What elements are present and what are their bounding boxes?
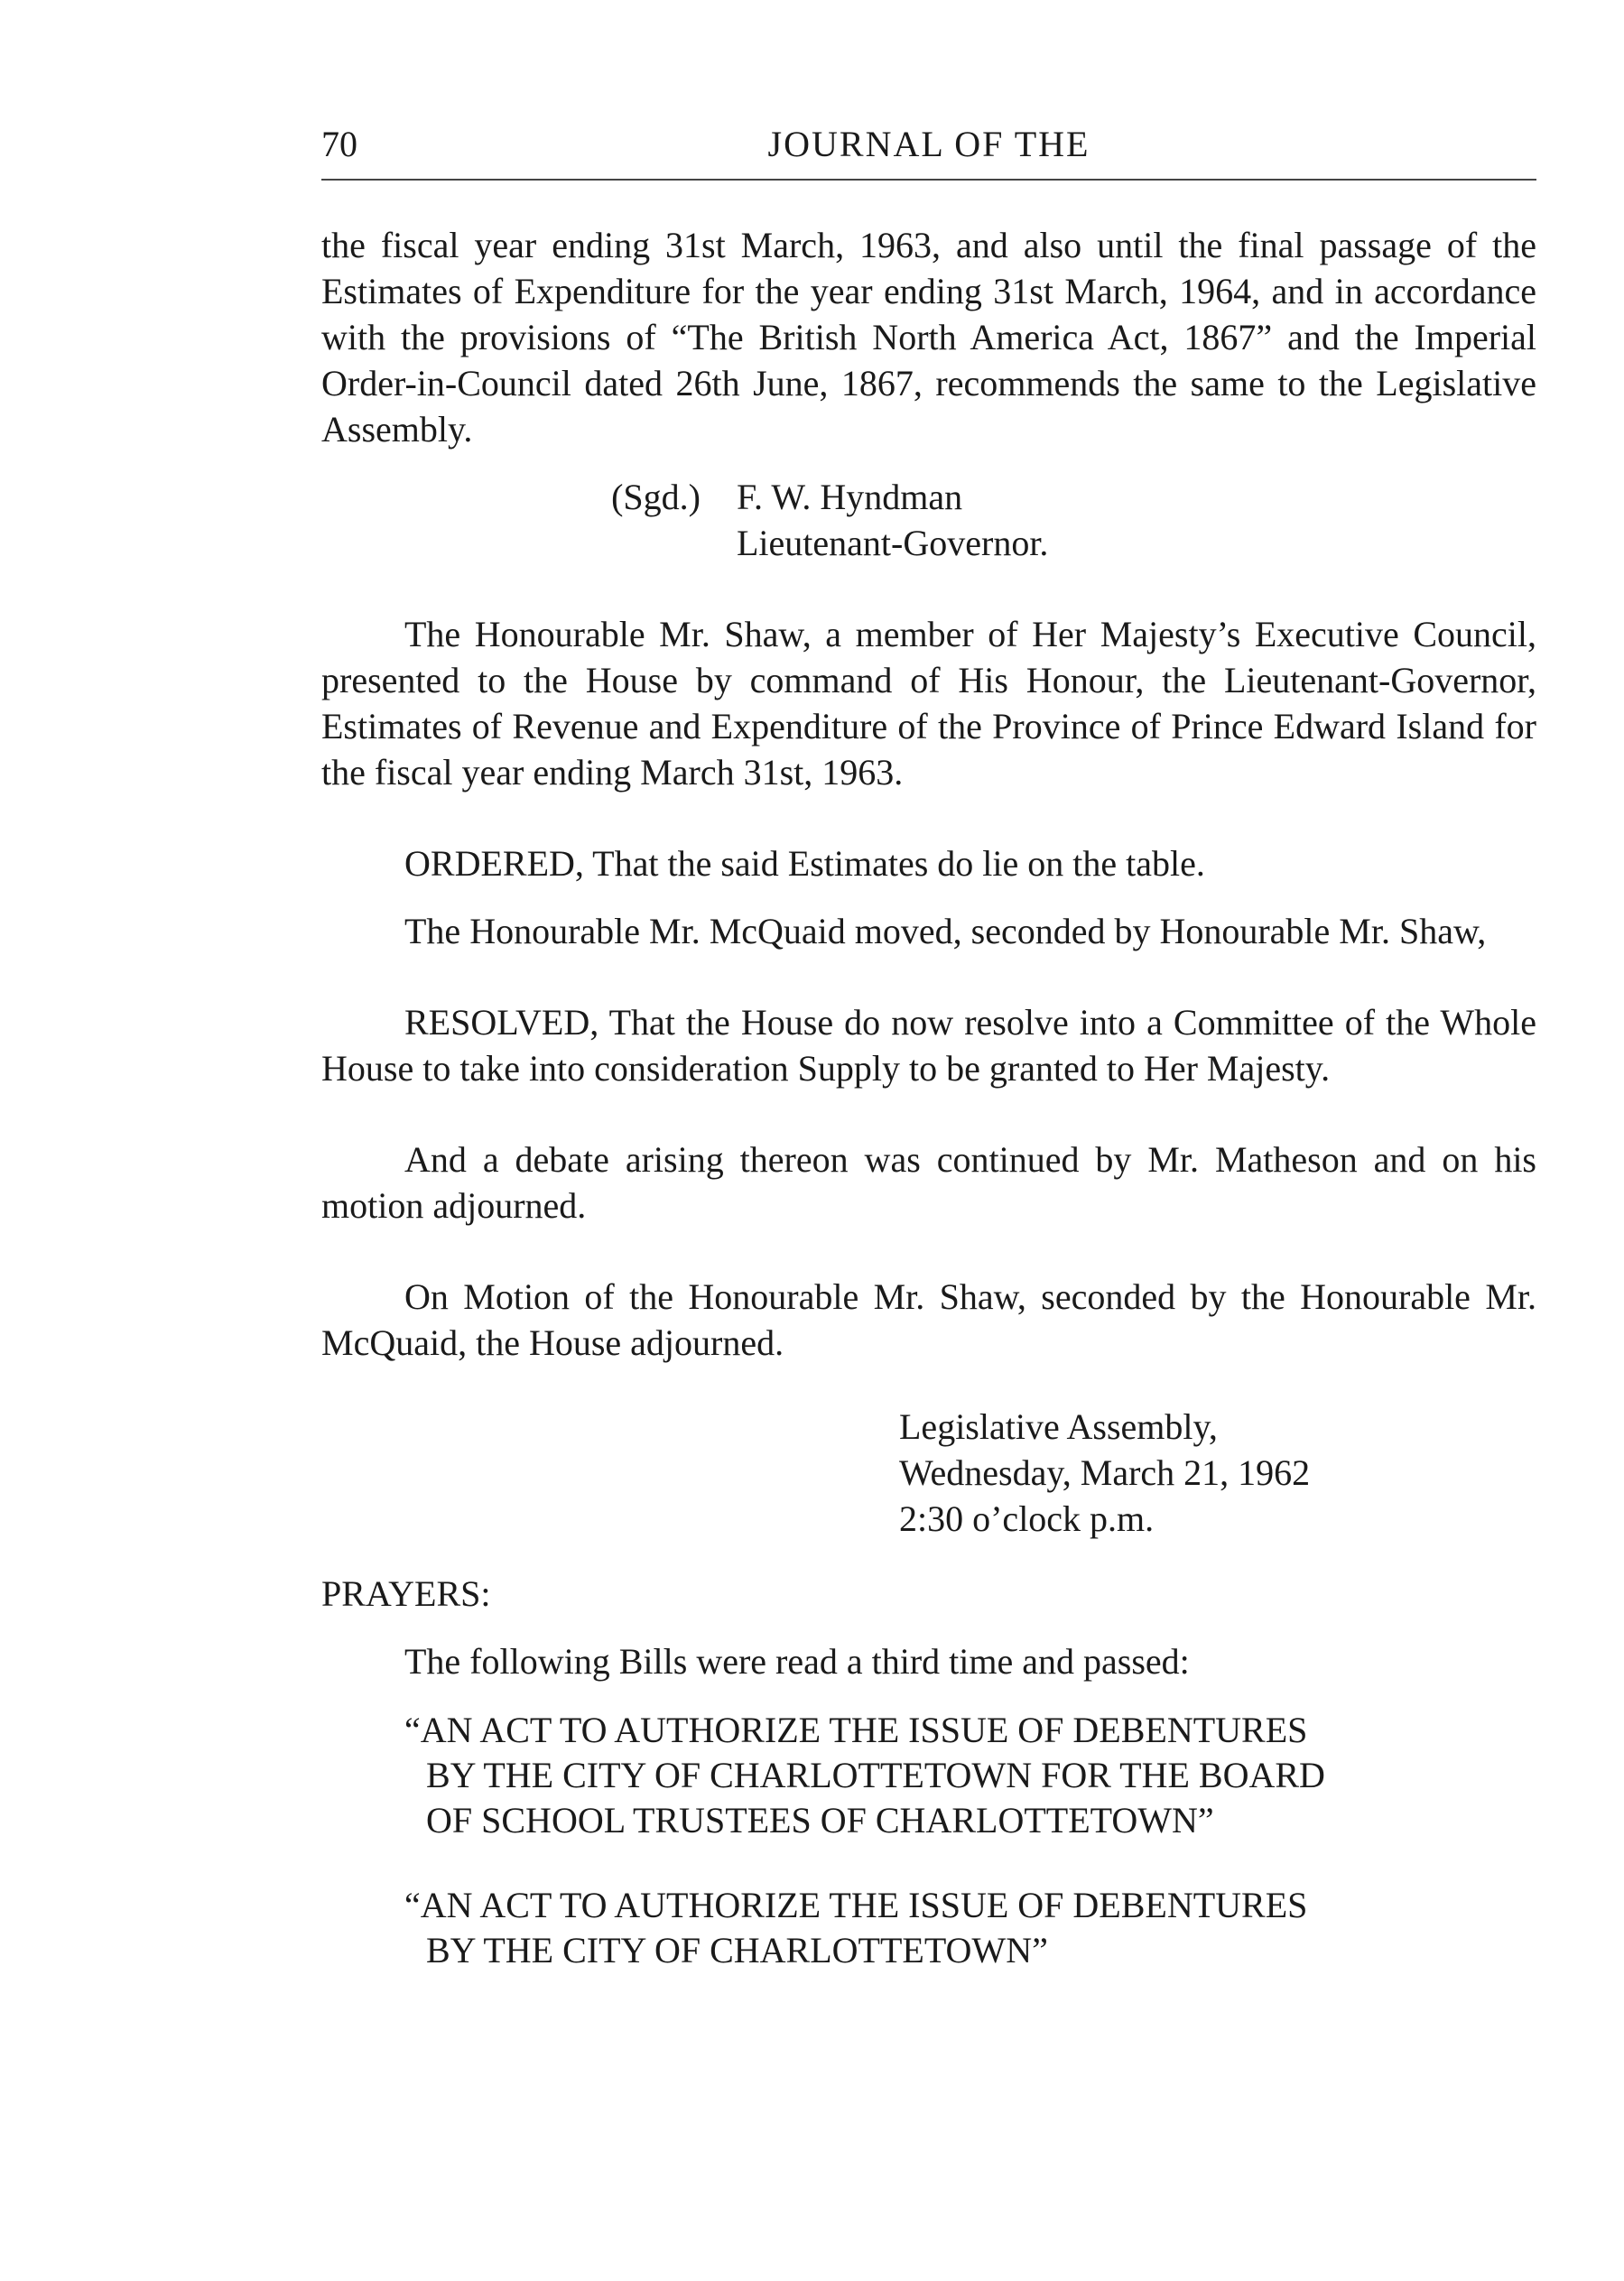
signatory-title: Lieutenant-Governor. [737,523,1049,563]
signature-label: (Sgd.) [611,477,701,517]
paragraph-debate: And a debate arising thereon was continued by Mr. Matheson and on his motion adjourned. [321,1139,1536,1226]
prayers-heading: PRAYERS: [321,1573,491,1614]
act-line: “AN ACT TO AUTHORIZE THE ISSUE OF DEBENTURES [404,1885,1308,1925]
act-line: “AN ACT TO AUTHORIZE THE ISSUE OF DEBENTURES [404,1710,1308,1750]
paragraph-mcquaid-moved: The Honourable Mr. McQuaid moved, seconded by Honourable Mr. Shaw, [404,911,1487,951]
act-line: BY THE CITY OF CHARLOTTETOWN FOR THE BOARD [426,1755,1325,1795]
paragraph-shaw-presented: The Honourable Mr. Shaw, a member of Her Majesty’s Executive Council, presented to the House by command of His Honour, the Lieutenant-Governor, Estimates of Revenue and Expenditure of the Province of Prince Edward Island for the fiscal year ending March 31st, 1963. [321,614,1536,793]
page-header [321,116,1536,173]
paragraph-resolved: RESOLVED, That the House do now resolve into a Committee of the Whole House to take into consideration Supply to be granted to Her Majesty. [321,1002,1536,1089]
dateline-time: 2:30 o’clock p.m. [899,1498,1155,1539]
act-line: BY THE CITY OF CHARLOTTETOWN” [426,1930,1048,1970]
signatory-name: F. W. Hyndman [737,477,963,517]
paragraph-estimates-continued: the fiscal year ending 31st March, 1963, and also until the final passage of the Estimates of Expenditure for the year ending 31st March, 1964, and in accordance with the provisions of “The British North America Act, 1867” and the Imperial Order-in-Council dated 26th June, 1867, recommends the same to the Legislative Assembly. [321,225,1536,450]
act-title-city-debentures [404,1883,1536,1973]
running-head: JOURNAL OF THE [767,124,1090,164]
dateline-assembly: Legislative Assembly, [899,1406,1218,1447]
signature-block [321,474,1536,566]
paragraph-ordered: ORDERED, That the said Estimates do lie on the table. [404,843,1205,884]
act-title-school-trustees [404,1708,1536,1843]
page-number: 70 [321,124,357,164]
header-rule [321,179,1536,181]
dateline-date: Wednesday, March 21, 1962 [899,1452,1311,1493]
paragraph-bills-passed: The following Bills were read a third time and passed: [404,1641,1190,1682]
paragraph-adjourned: On Motion of the Honourable Mr. Shaw, seconded by the Honourable Mr. McQuaid, the House adjourned. [321,1276,1536,1363]
act-line: OF SCHOOL TRUSTEES OF CHARLOTTETOWN” [426,1800,1214,1841]
page-body [321,222,1536,1973]
sitting-dateline [899,1404,1536,1542]
